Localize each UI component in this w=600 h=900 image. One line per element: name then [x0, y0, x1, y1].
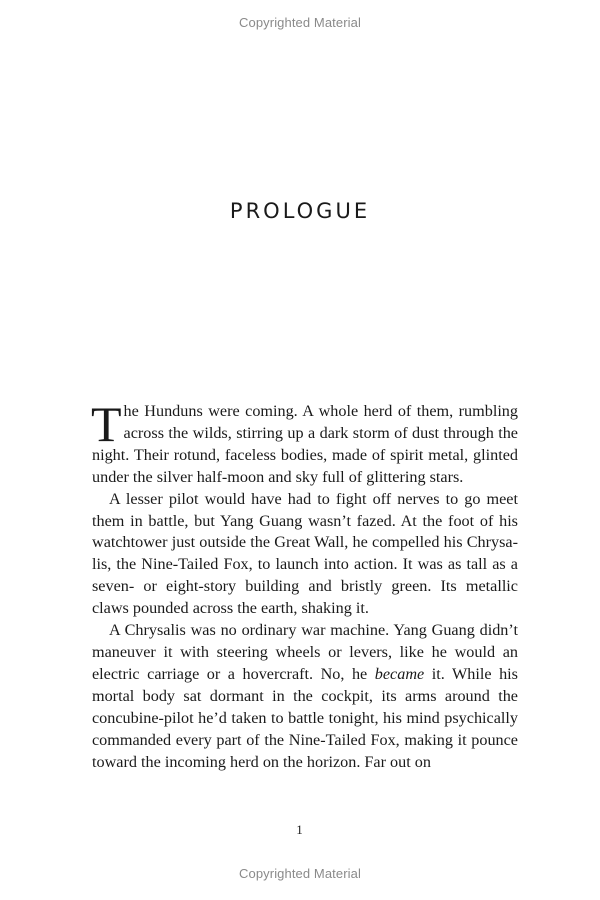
- chapter-title: PROLOGUE: [229, 199, 371, 223]
- copyright-watermark-bottom: Copyrighted Material: [239, 866, 361, 881]
- paragraph-1-text: he Hunduns were coming. A whole herd of them, rumbling across the wilds, stirring up a dark storm of dust through the night. Their rotund, faceless bodies, made of spirit metal, glinted under the silver half-moon and sky full of glittering stars.: [92, 402, 518, 486]
- paragraph-1: [91, 396, 518, 489]
- page-number: 1: [296, 822, 304, 837]
- paragraph-3-text-before: A Chrysalis was no ordinary war machine. Yang Guang didn’t maneuver it with steering wheels or levers, like he would an electric carriage or a hovercraft. No, he: [92, 621, 518, 683]
- paragraph-3: [92, 620, 518, 773]
- paragraph-3-emphasis: became: [374, 664, 425, 683]
- body-text: [91, 396, 518, 773]
- paragraph-2: A lesser pilot would have had to fight off nerves to go meet them in battle, but Yang Guang wasn’t fazed. At the foot of his watchtower just outside the Great Wall, he compelled his Chrysalis, the Nine-Tailed Fox, to launch into action. It was as tall as a seven- or eight-story building and bristly green. Its metallic claws pounded across the earth, shaking it.: [92, 489, 518, 618]
- copyright-watermark-top: Copyrighted Material: [239, 15, 361, 30]
- paragraph-3-text-after: it. While his mortal body sat dormant in the cockpit, its arms around the concubine-pilot he’d taken to battle tonight, his mind psychically commanded every part of the Nine-Tailed Fox, making it pounce toward the incoming herd on the horizon. Far out on: [92, 664, 518, 771]
- drop-cap: T: [91, 396, 122, 452]
